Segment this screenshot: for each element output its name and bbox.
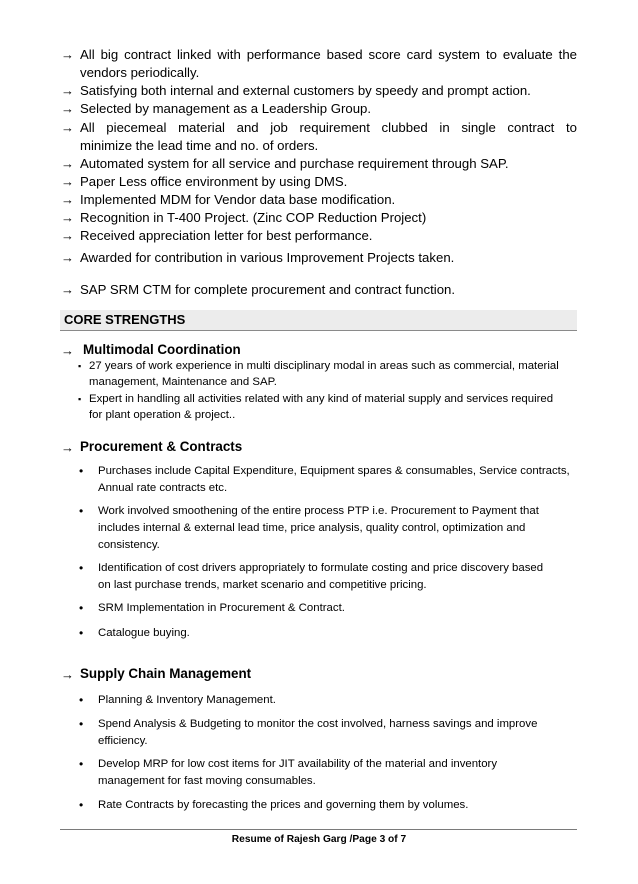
achievement-line: SAP SRM CTM for complete procurement and contract function. <box>80 282 456 297</box>
dot-bullet-icon: • <box>79 757 84 771</box>
arrow-bullet-icon: → <box>61 210 74 225</box>
arrow-bullet-icon: → <box>61 156 74 171</box>
arrow-bullet-icon: → <box>61 667 74 682</box>
achievement-line: All piecemeal material and job requirement clubbed in single contract to <box>80 120 577 135</box>
arrow-bullet-icon: → <box>61 174 74 189</box>
strength-line: includes internal & external lead time, price analysis, quality control, optimization and <box>98 522 526 534</box>
achievement-line: Implemented MDM for Vendor data base modification. <box>80 192 396 207</box>
arrow-bullet-icon: → <box>61 83 74 98</box>
dot-bullet-icon: • <box>79 464 84 478</box>
page-footer: Resume of Rajesh Garg /Page 3 of 7 <box>231 834 407 845</box>
arrow-bullet-icon: → <box>61 282 74 297</box>
dot-bullet-icon: • <box>79 798 84 812</box>
square-bullet-icon: ▪ <box>78 394 82 404</box>
subsection-heading: Supply Chain Management <box>80 666 252 681</box>
arrow-bullet-icon: → <box>61 343 74 358</box>
achievement-line: Satisfying both internal and external customers by speedy and prompt action. <box>80 83 531 98</box>
strength-line: management for fast moving consumables. <box>98 775 316 787</box>
dot-bullet-icon: • <box>79 717 84 731</box>
strength-line: Planning & Inventory Management. <box>98 694 276 706</box>
footer-divider <box>60 829 577 830</box>
strength-line: for plant operation & project.. <box>89 409 236 421</box>
strength-line: SRM Implementation in Procurement & Contract. <box>98 602 345 614</box>
strength-line: consistency. <box>98 539 160 551</box>
subsection-heading: Multimodal Coordination <box>83 342 241 357</box>
dot-bullet-icon: • <box>79 504 84 518</box>
arrow-bullet-icon: → <box>61 101 74 116</box>
achievement-line: All big contract linked with performance based score card system to evaluate the <box>80 47 577 62</box>
strength-line: Purchases include Capital Expenditure, Equipment spares & consumables, Service contracts, <box>98 465 570 477</box>
achievement-line: Automated system for all service and purchase requirement through SAP. <box>80 156 509 171</box>
achievement-line: Paper Less office environment by using DMS. <box>80 174 348 189</box>
strength-line: on last purchase trends, market scenario and competitive pricing. <box>98 579 427 591</box>
arrow-bullet-icon: → <box>61 192 74 207</box>
achievement-line: Awarded for contribution in various Improvement Projects taken. <box>80 250 455 265</box>
strength-line: Rate Contracts by forecasting the prices and governing them by volumes. <box>98 799 469 811</box>
square-bullet-icon: ▪ <box>78 361 82 371</box>
strength-line: Annual rate contracts etc. <box>98 482 228 494</box>
section-title: CORE STRENGTHS <box>64 312 186 327</box>
arrow-bullet-icon: → <box>61 250 74 265</box>
dot-bullet-icon: • <box>79 626 84 640</box>
dot-bullet-icon: • <box>79 601 84 615</box>
strength-line: Spend Analysis & Budgeting to monitor the cost involved, harness savings and improve <box>98 718 538 730</box>
strength-line: management, Maintenance and SAP. <box>89 376 277 388</box>
strength-line: efficiency. <box>98 735 148 747</box>
achievement-line: Selected by management as a Leadership Group. <box>80 101 372 116</box>
strength-line: Identification of cost drivers appropriately to formulate costing and price discovery based <box>98 562 544 574</box>
achievement-line: minimize the lead time and no. of orders. <box>80 138 319 153</box>
arrow-bullet-icon: → <box>61 440 74 455</box>
achievement-line: Recognition in T-400 Project. (Zinc COP Reduction Project) <box>80 210 427 225</box>
dot-bullet-icon: • <box>79 561 84 575</box>
strength-line: Expert in handling all activities related with any kind of material supply and services required <box>89 393 554 405</box>
arrow-bullet-icon: → <box>61 47 74 62</box>
dot-bullet-icon: • <box>79 693 84 707</box>
achievement-line: Received appreciation letter for best performance. <box>80 228 373 243</box>
strength-line: 27 years of work experience in multi disciplinary modal in areas such as commercial, material <box>89 360 559 372</box>
strength-line: Catalogue buying. <box>98 627 190 639</box>
strength-line: Work involved smoothening of the entire process PTP i.e. Procurement to Payment that <box>98 505 539 517</box>
strength-line: Develop MRP for low cost items for JIT availability of the material and inventory <box>98 758 498 770</box>
achievement-line: vendors periodically. <box>80 65 200 80</box>
arrow-bullet-icon: → <box>61 228 74 243</box>
subsection-heading: Procurement & Contracts <box>80 439 243 454</box>
arrow-bullet-icon: → <box>61 120 74 135</box>
